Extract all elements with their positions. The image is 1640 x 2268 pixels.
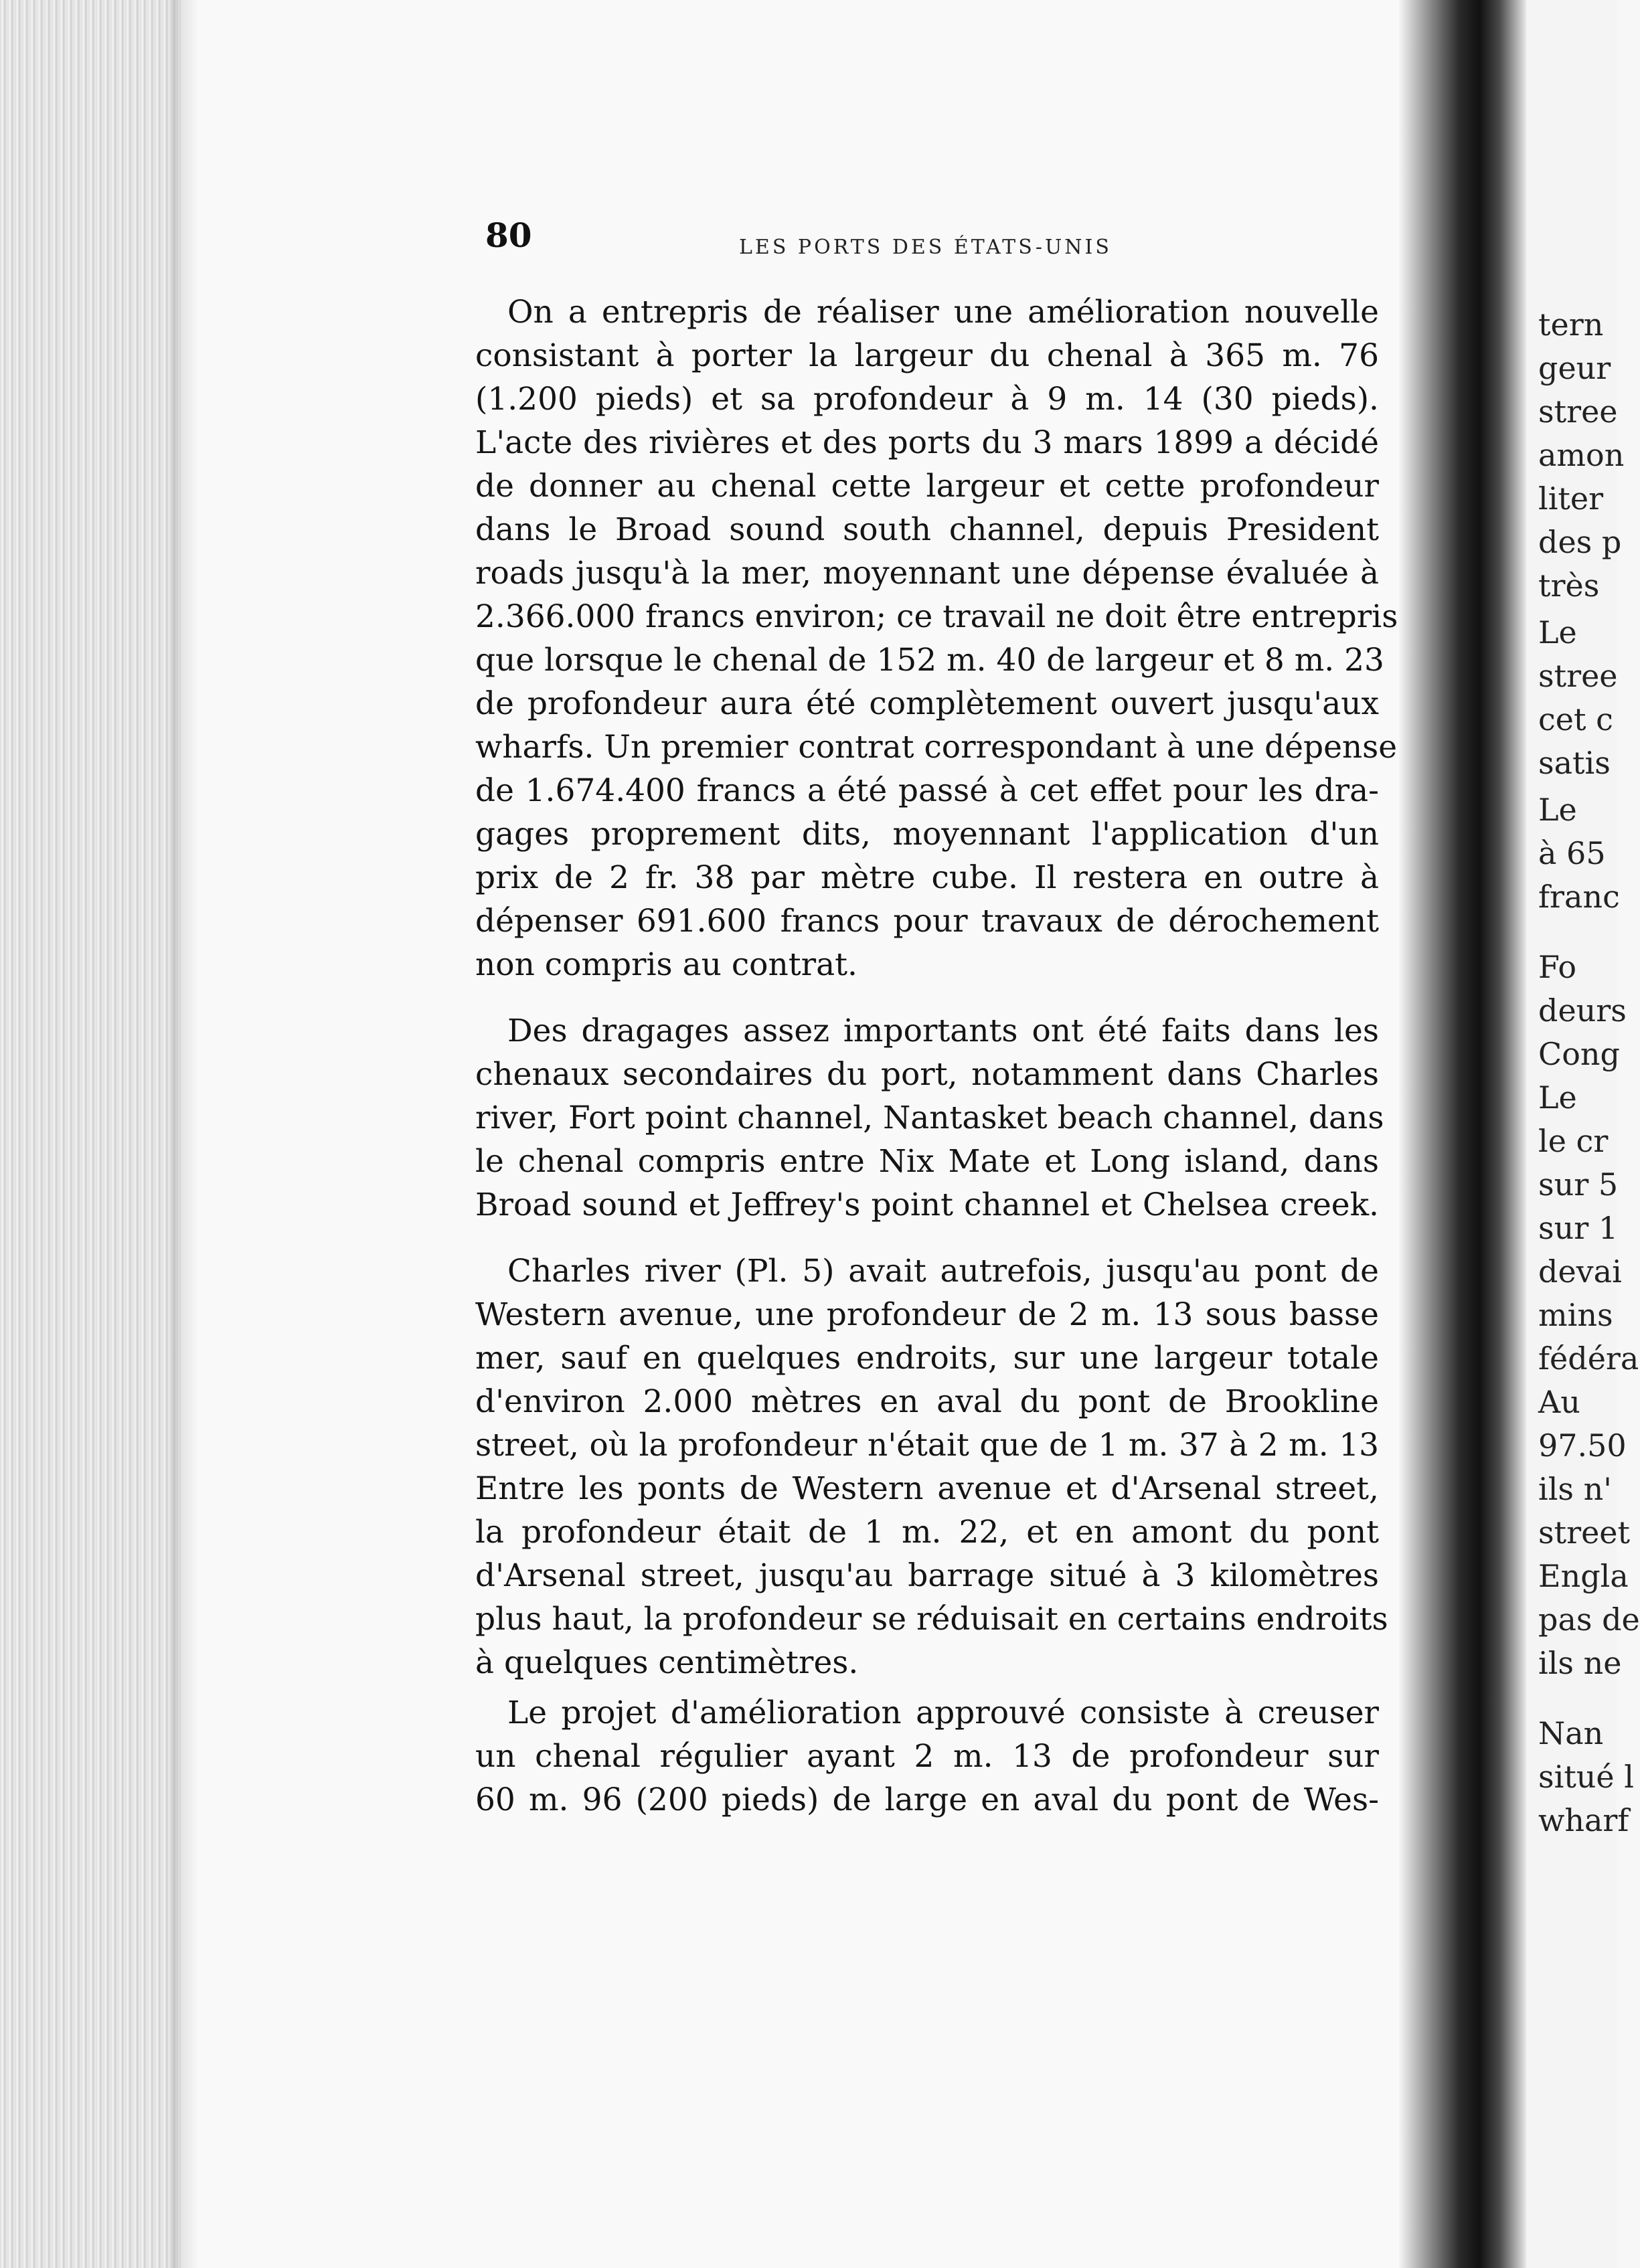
facing-line: stree <box>1538 394 1618 430</box>
facing-line: fédéra <box>1538 1340 1639 1377</box>
text-line: L'acte des rivières et des ports du 3 mars 1899 a décidé <box>475 424 1379 461</box>
facing-line: cet c <box>1538 701 1613 737</box>
text-line: chenaux secondaires du port, notamment dans Charles <box>475 1056 1379 1093</box>
text-line: street, où la profondeur n'était que de 1 m. 37 à 2 m. 13 <box>475 1427 1379 1464</box>
text-line: wharfs. Un premier contrat correspondant à une dépense <box>475 729 1398 766</box>
facing-line: mins <box>1538 1297 1613 1333</box>
text-line: le chenal compris entre Nix Mate et Long island, dans <box>475 1143 1379 1180</box>
facing-line: Au <box>1538 1384 1580 1420</box>
facing-line: tern <box>1538 307 1604 343</box>
text-line: Charles river (Pl. 5) avait autrefois, jusqu'au pont de <box>507 1253 1379 1290</box>
text-line: mer, sauf en quelques endroits, sur une largeur totale <box>475 1340 1379 1377</box>
facing-line: Cong <box>1538 1036 1620 1072</box>
facing-line: situé l <box>1538 1759 1634 1795</box>
text-line: dépenser 691.600 francs pour travaux de dérochement <box>475 903 1379 940</box>
text-line: 60 m. 96 (200 pieds) de large en aval du pont de Wes- <box>475 1781 1379 1818</box>
facing-line: devai <box>1538 1253 1622 1290</box>
text-line: prix de 2 fr. 38 par mètre cube. Il restera en outre à <box>475 859 1379 896</box>
text-line: gages proprement dits, moyennant l'application d'un <box>475 816 1379 853</box>
facing-line: sur 1 <box>1538 1210 1619 1246</box>
page-edge-shadow <box>171 0 197 2268</box>
facing-line: Engla <box>1538 1558 1629 1594</box>
body-text <box>475 290 1398 1822</box>
facing-line: street <box>1538 1514 1631 1551</box>
text-line: à quelques centimètres. <box>475 1644 859 1681</box>
text-line: de 1.674.400 francs a été passé à cet effet pour les dra- <box>475 772 1379 809</box>
page-edges <box>0 0 181 2268</box>
facing-line: amon <box>1538 437 1625 473</box>
paragraph-gap <box>475 1227 1379 1249</box>
text-line: Entre les ponts de Western avenue et d'Arsenal street, <box>475 1470 1379 1507</box>
facing-line: wharf <box>1538 1802 1629 1838</box>
facing-line: Le <box>1538 1079 1577 1116</box>
facing-line: stree <box>1538 658 1618 694</box>
text-line: dans le Broad sound south channel, depuis President <box>475 511 1379 548</box>
paragraph-gap <box>475 986 1379 1009</box>
text-line: plus haut, la profondeur se réduisait en certains endroits <box>475 1601 1388 1638</box>
text-line: non compris au contrat. <box>475 946 857 983</box>
facing-line: des p <box>1538 524 1622 560</box>
text-line: la profondeur était de 1 m. 22, et en amont du pont <box>475 1514 1379 1551</box>
facing-page-fragment <box>1526 0 1640 2268</box>
text-line: roads jusqu'à la mer, moyennant une dépense évaluée à <box>475 555 1379 592</box>
text-line: de profondeur aura été complètement ouvert jusqu'aux <box>475 685 1379 722</box>
facing-line: pas de <box>1538 1601 1640 1638</box>
text-line: On a entrepris de réaliser une amélioration nouvelle <box>507 294 1379 331</box>
facing-line: Fo <box>1538 949 1577 985</box>
text-line: que lorsque le chenal de 152 m. 40 de largeur et 8 m. 23 <box>475 642 1384 679</box>
facing-line: liter <box>1538 481 1604 517</box>
text-line: Western avenue, une profondeur de 2 m. 13 sous basse <box>475 1296 1379 1333</box>
facing-line: franc <box>1538 879 1620 915</box>
paragraph <box>475 1009 1384 1227</box>
facing-line: Le <box>1538 792 1577 828</box>
facing-line: le cr <box>1538 1123 1609 1159</box>
text-line: 2.366.000 francs environ; ce travail ne doit être entrepris <box>475 598 1398 635</box>
facing-line: geur <box>1538 350 1611 386</box>
running-title: LES PORTS DES ÉTATS-UNIS <box>739 236 1112 259</box>
facing-line: Le <box>1538 614 1577 650</box>
paragraph <box>475 1249 1388 1684</box>
text-line: Le projet d'amélioration approuvé consiste à creuser <box>507 1694 1379 1731</box>
facing-line: Nan <box>1538 1715 1604 1751</box>
paragraph <box>475 1691 1379 1822</box>
text-line: Des dragages assez importants ont été faits dans les <box>507 1013 1379 1049</box>
facing-line: satis <box>1538 745 1611 781</box>
text-line: Broad sound et Jeffrey's point channel et Chelsea creek. <box>475 1187 1379 1223</box>
facing-line: 97.50 <box>1538 1427 1627 1464</box>
facing-line: ils ne <box>1538 1645 1622 1681</box>
facing-line: à 65 <box>1538 835 1606 871</box>
facing-line: ils n' <box>1538 1471 1612 1507</box>
paragraph-gap <box>475 1684 1379 1691</box>
text-line: un chenal régulier ayant 2 m. 13 de profondeur sur <box>475 1738 1379 1775</box>
paragraph <box>475 290 1398 986</box>
book-gutter <box>1399 0 1526 2268</box>
facing-line: sur 5 <box>1538 1166 1619 1203</box>
text-line: (1.200 pieds) et sa profondeur à 9 m. 14 (30 pieds). <box>475 381 1379 418</box>
text-line: d'Arsenal street, jusqu'au barrage situé à 3 kilomètres <box>475 1557 1379 1594</box>
page-number: 80 <box>485 215 532 255</box>
text-line: consistant à porter la largeur du chenal à 365 m. 76 <box>475 337 1379 374</box>
text-line: d'environ 2.000 mètres en aval du pont de Brookline <box>475 1383 1379 1420</box>
text-line: river, Fort point channel, Nantasket beach channel, dans <box>475 1100 1384 1136</box>
facing-line: deurs <box>1538 992 1627 1029</box>
text-line: de donner au chenal cette largeur et cette profondeur <box>475 468 1379 505</box>
facing-line: très <box>1538 568 1600 604</box>
